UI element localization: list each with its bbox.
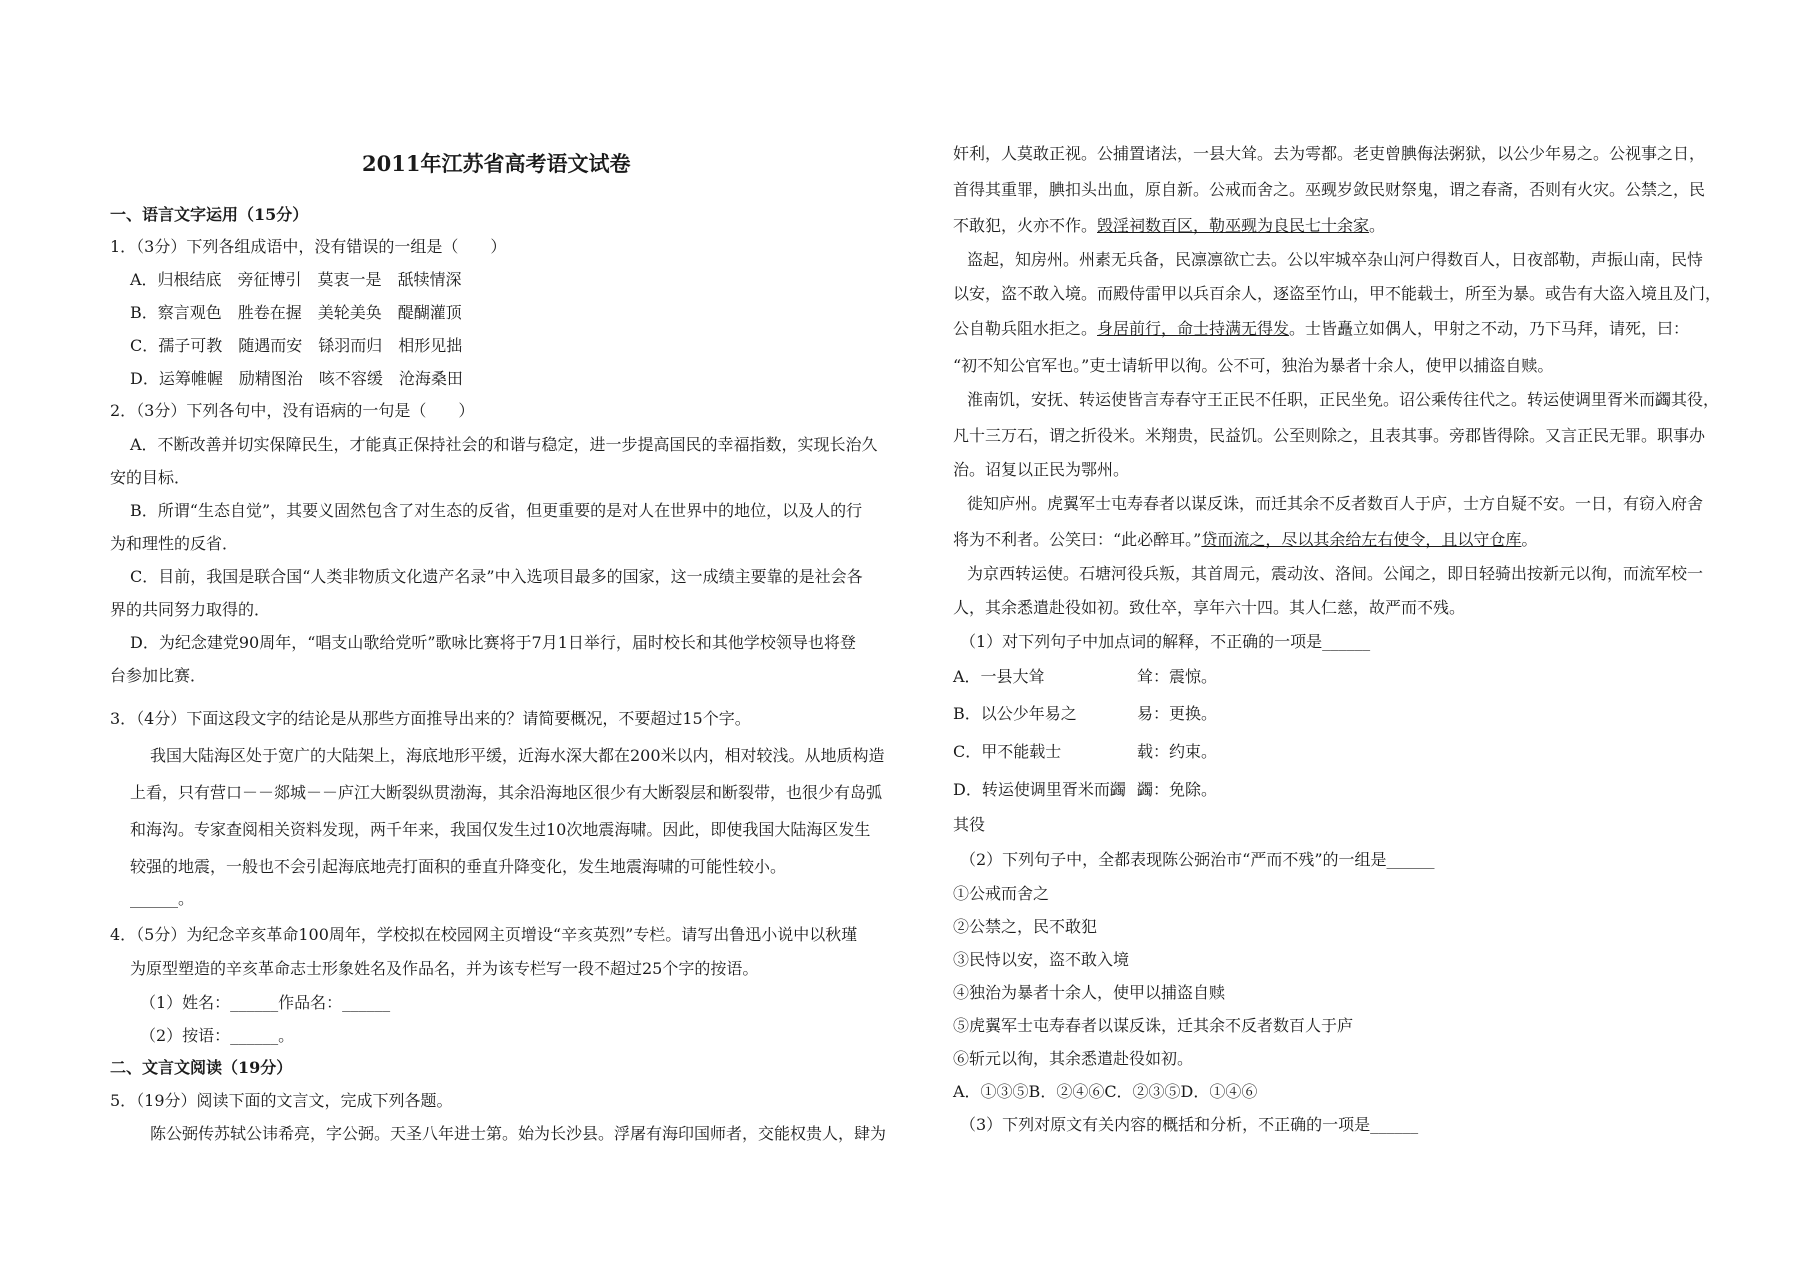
page-title: 2011年江苏省高考语文试卷 <box>362 151 631 176</box>
section-heading-1: 一、语言文字运用（15分） <box>110 205 309 224</box>
q4-sub1: （1）姓名：______作品名：______ <box>140 993 391 1012</box>
sq1-option-a: A．一县大耸 <box>953 667 1045 686</box>
section-heading-2: 二、文言文阅读（19分） <box>110 1058 293 1077</box>
passage-line: 凡十三万石，谓之折役米。米翔贵，民益饥。公至则除之，且表其事。旁郡皆得除。又言正民无罪。职事办 <box>953 426 1706 445</box>
q2-line: 台参加比赛． <box>110 666 207 685</box>
q4-line: 4．（5分）为纪念辛亥革命100周年，学校拟在校园网主页增设“辛亥英烈”专栏。请写出鲁迅小说中以秋瑾 <box>110 925 858 944</box>
q3-stem: 3．（4分）下面这段文字的结论是从那些方面推导出来的？请简要概况，不要超过15个字。 <box>110 709 751 728</box>
underlined-sentence: 贷而流之，尽以其余给左右使令，且以守仓库 <box>1201 530 1522 549</box>
sq2-item: ①公戒而舍之 <box>953 884 1050 903</box>
q1-option-b: B．察言观色 胜卷在握 美轮美奂 醍醐灌顶 <box>130 303 462 322</box>
sq2-choices: A．①③⑤B．②④⑥C．②③⑤D．①④⑥ <box>953 1082 1258 1101</box>
q5-stem: 5．（19分）阅读下面的文言文，完成下列各题。 <box>110 1091 453 1110</box>
q3-line: 较强的地震，一般也不会引起海底地壳打面积的垂直升降变化，发生地震海啸的可能性较小。 <box>130 857 787 876</box>
sq1-option-c-gloss: 载：约束。 <box>1137 742 1218 761</box>
passage-line: 治。诏复以正民为鄂州。 <box>953 460 1130 479</box>
passage-line: 首得其重罪，腆扣头出血，原自新。公戒而舍之。巫觋岁敛民财祭鬼，谓之春斋，否则有火灾。公禁之，民 <box>953 180 1706 199</box>
passage-line: 公自勒兵阻水拒之。身居前行，命士持满无得发。士皆矗立如偶人，甲射之不动，乃下马拜，请死，曰： <box>953 319 1690 338</box>
passage-line: 将为不利者。公笑曰：“此必醉耳。”贷而流之，尽以其余给左右使令，且以守仓库。 <box>953 530 1538 549</box>
sq3-stem: （3）下列对原文有关内容的概括和分析，不正确的一项是______ <box>960 1115 1419 1134</box>
q1-option-c: C．孺子可教 随遇而安 铩羽而归 相形见拙 <box>130 336 463 355</box>
sq2-item: ⑤虎翼军士屯寿春者以谋反诛，迁其余不反者数百人于庐 <box>953 1016 1354 1035</box>
passage-line: 人，其余悉遣赴役如初。致仕卒，享年六十四。其人仁慈，故严而不残。 <box>953 598 1466 617</box>
sq2-stem: （2）下列句子中，全都表现陈公弼治市“严而不残”的一组是______ <box>960 850 1435 869</box>
sq1-option-b-gloss: 易：更换。 <box>1137 704 1218 723</box>
underlined-sentence: 毁淫祠数百区，勒巫觋为良民七十余家 <box>1097 216 1370 235</box>
q2-line: A．不断改善并切实保障民生，才能真正保持社会的和谐与稳定，进一步提高国民的幸福指数，实现长治久 <box>130 435 878 454</box>
q2-stem: 2．（3分）下列各句中，没有语病的一句是（ ） <box>110 401 475 420</box>
sq2-item: ③民恃以安，盗不敢入境 <box>953 950 1130 969</box>
sq1-option-d-gloss: 蠲：免除。 <box>1137 780 1218 799</box>
q2-line: 安的目标． <box>110 468 191 487</box>
q2-line: 为和理性的反省． <box>110 534 239 553</box>
underlined-sentence: 身居前行，命士持满无得发 <box>1097 319 1290 338</box>
q1-option-a: A．归根结底 旁征博引 莫衷一是 舐犊情深 <box>130 270 462 289</box>
sq1-option-c: C．甲不能载士 <box>953 742 1062 761</box>
q2-line: 界的共同努力取得的． <box>110 600 271 619</box>
q3-line: 和海沟。专家查阅相关资料发现，两千年来，我国仅发生过10次地震海啸。因此，即使我国大陆海区发生 <box>130 820 871 839</box>
passage-line: 奸利，人莫敢正视。公捕置诸法，一县大耸。去为雩都。老吏曾腆侮法粥狱，以公少年易之。公视事之日， <box>953 144 1706 163</box>
sq1-option-d: D．转运使调里胥米而蠲 <box>953 780 1126 799</box>
sq1-option-a-gloss: 耸：震惊。 <box>1137 667 1218 686</box>
q1-option-d: D．运筹帷幄 励精图治 咳不容缓 沧海桑田 <box>130 369 463 388</box>
q2-line: C．目前，我国是联合国“人类非物质文化遗产名录”中入选项目最多的国家，这一成绩主要靠的是社会各 <box>130 567 863 586</box>
sq2-item: ②公禁之，民不敢犯 <box>953 917 1098 936</box>
q2-line: B．所谓“生态自觉”，其要义固然包含了对生态的反省，但更重要的是对人在世界中的地位，以及人的行 <box>130 501 863 520</box>
q4-sub2: （2）按语：______。 <box>140 1026 295 1045</box>
q5-passage-line: 陈公弼传苏轼公讳希亮，字公弼。天圣八年进士第。始为长沙县。浮屠有海印国师者，交能权贵人，肆为 <box>150 1124 887 1143</box>
passage-line: 徙知庐州。虎翼军士屯寿春者以谋反诛，而迁其余不反者数百人于庐，士方自疑不安。一日，有窃入府舍 <box>967 494 1704 513</box>
passage-line: 不敢犯，火亦不作。毁淫祠数百区，勒巫觋为良民七十余家。 <box>953 216 1386 235</box>
q3-answer-blank: ______。 <box>130 889 195 908</box>
q3-line: 我国大陆海区处于宽广的大陆架上，海底地形平缓，近海水深大都在200米以内，相对较浅。从地质构造 <box>150 746 885 765</box>
passage-line: “初不知公官军也。”吏士请斩甲以徇。公不可，独治为暴者十余人，使甲以捕盗自赎。 <box>953 356 1554 375</box>
passage-line: 淮南饥，安抚、转运使皆言寿春守王正民不任职，正民坐免。诏公乘传往代之。转运使调里胥米而蠲其役， <box>967 390 1720 409</box>
q1-stem: 1．（3分）下列各组成语中，没有错误的一组是（ ） <box>110 237 507 256</box>
sq1-option-d-tail: 其役 <box>953 815 986 834</box>
passage-line: 盗起，知房州。州素无兵备，民凛凛欲亡去。公以牢城卒杂山河户得数百人，日夜部勒，声振山南，民恃 <box>967 250 1704 269</box>
q2-line: D．为纪念建党90周年，“唱支山歌给党听”歌咏比赛将于7月1日举行，届时校长和其他学校领导也将登 <box>130 633 856 652</box>
q4-line: 为原型塑造的辛亥革命志士形象姓名及作品名，并为该专栏写一段不超过25个字的按语。 <box>130 959 759 978</box>
passage-line: 以安，盗不敢入境。而殿侍雷甲以兵百余人，逐盗至竹山，甲不能载士，所至为暴。或告有大盗入境且及门， <box>953 284 1722 303</box>
sq1-stem: （1）对下列句子中加点词的解释，不正确的一项是______ <box>960 632 1371 651</box>
q3-line: 上看，只有营口－－郯城－－庐江大断裂纵贯渤海，其余沿海地区很少有大断裂层和断裂带，也很少有岛弧 <box>130 783 883 802</box>
sq1-option-b: B．以公少年易之 <box>953 704 1077 723</box>
sq2-item: ④独治为暴者十余人，使甲以捕盗自赎 <box>953 983 1226 1002</box>
sq2-item: ⑥斩元以徇，其余悉遣赴役如初。 <box>953 1049 1194 1068</box>
passage-line: 为京西转运使。石塘河役兵叛，其首周元，震动汝、洛间。公闻之，即日轻骑出按新元以徇，而流军校一 <box>967 564 1704 583</box>
